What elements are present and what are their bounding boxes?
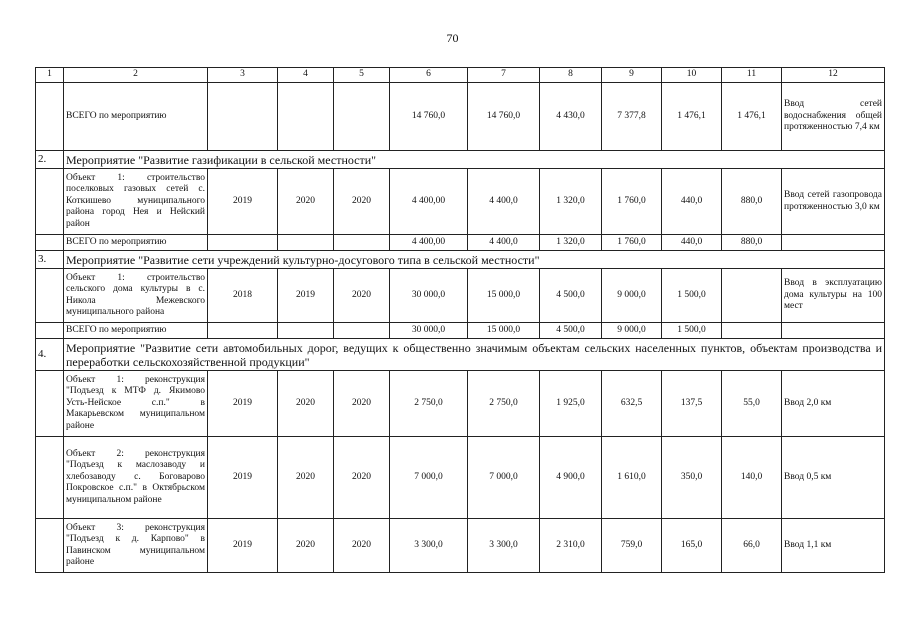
cell: 1 760,0	[602, 169, 662, 235]
col-header: 2	[64, 68, 208, 83]
col-header: 7	[468, 68, 540, 83]
result-note: Ввод 0,5 км	[782, 437, 885, 519]
table-row-total	[36, 323, 885, 339]
cell: 7 000,0	[390, 437, 468, 519]
cell: 1 760,0	[602, 235, 662, 251]
cell: 140,0	[722, 437, 782, 519]
cell: 4 400,0	[468, 169, 540, 235]
result-note: Ввод сетей газопровода протяженностью 3,0 км	[782, 169, 885, 235]
cell: 2020	[334, 437, 390, 519]
cell: 4 400,0	[468, 235, 540, 251]
cell: 4 430,0	[540, 83, 602, 151]
col-header: 3	[208, 68, 278, 83]
result-note: Ввод 1,1 км	[782, 519, 885, 573]
cell: 2020	[334, 371, 390, 437]
cell: 1 320,0	[540, 235, 602, 251]
cell: 1 320,0	[540, 169, 602, 235]
cell: 2 750,0	[468, 371, 540, 437]
col-header: 11	[722, 68, 782, 83]
cell: 4 900,0	[540, 437, 602, 519]
cell: 2018	[208, 269, 278, 323]
col-header: 9	[602, 68, 662, 83]
cell: 2019	[208, 519, 278, 573]
cell: 165,0	[662, 519, 722, 573]
col-header: 5	[334, 68, 390, 83]
cell: 55,0	[722, 371, 782, 437]
cell	[722, 269, 782, 323]
cell: 1 476,1	[722, 83, 782, 151]
cell: 2019	[208, 437, 278, 519]
col-header: 8	[540, 68, 602, 83]
section-row	[36, 151, 885, 169]
cell: 2020	[334, 519, 390, 573]
cell: 7 377,8	[602, 83, 662, 151]
cell: 14 760,0	[390, 83, 468, 151]
cell: 14 760,0	[468, 83, 540, 151]
table-row-total	[36, 83, 885, 151]
cell: 4 400,00	[390, 169, 468, 235]
cell: 880,0	[722, 235, 782, 251]
cell: 880,0	[722, 169, 782, 235]
cell: 2 310,0	[540, 519, 602, 573]
page-number: 70	[446, 31, 459, 45]
cell: 30 000,0	[390, 323, 468, 339]
table-row-object	[36, 519, 885, 573]
cell: 350,0	[662, 437, 722, 519]
object-label: Объект 3: реконструкция "Подъезд к д. Карпово" в Павинском муниципальном районе	[64, 519, 208, 573]
table-row-object	[36, 169, 885, 235]
cell: 4 400,00	[390, 235, 468, 251]
section-number: 3.	[36, 251, 64, 269]
cell: 440,0	[662, 235, 722, 251]
cell: 632,5	[602, 371, 662, 437]
cell: 440,0	[662, 169, 722, 235]
section-number: 2.	[36, 151, 64, 169]
result-note: Ввод в эксплуатацию дома культуры на 100 мест	[782, 269, 885, 323]
object-label: Объект 1: реконструкция "Подъезд к МТФ д. Якимово Усть-Нейское с.п." в Макарьевском муниципальном районе	[64, 371, 208, 437]
cell: 9 000,0	[602, 269, 662, 323]
cell: 4 500,0	[540, 323, 602, 339]
section-title: Мероприятие "Развитие сети автомобильных дорог, ведущих к общественно значимым объектам сельских населенных пунктов, объектам производства и переработки сельскохозяйственной продукции"	[64, 339, 885, 371]
col-header: 6	[390, 68, 468, 83]
object-label: Объект 2: реконструкция "Подъезд к маслозаводу и хлебозаводу с. Боговарово Покровское с.п." в Октябрьском муниципальном районе	[64, 437, 208, 519]
col-header: 12	[782, 68, 885, 83]
cell	[334, 83, 390, 151]
cell: 2 750,0	[390, 371, 468, 437]
cell: 7 000,0	[468, 437, 540, 519]
cell: 1 500,0	[662, 269, 722, 323]
program-table	[35, 67, 885, 573]
cell: 15 000,0	[468, 269, 540, 323]
result-note: Ввод сетей водоснабжения общей протяженностью 7,4 км	[782, 83, 885, 151]
object-label: Объект 1: строительство поселковых газовых сетей с. Коткишево муниципального района город Нея и Нейский район	[64, 169, 208, 235]
cell: 2019	[208, 169, 278, 235]
col-header: 1	[36, 68, 64, 83]
cell: 4 500,0	[540, 269, 602, 323]
cell: 3 300,0	[390, 519, 468, 573]
cell	[278, 83, 334, 151]
section-row	[36, 339, 885, 371]
cell: 3 300,0	[468, 519, 540, 573]
cell	[208, 83, 278, 151]
row-label: ВСЕГО по мероприятию	[64, 235, 208, 251]
cell: 2020	[334, 269, 390, 323]
section-number: 4.	[36, 339, 64, 371]
cell: 2020	[278, 169, 334, 235]
table-row-object	[36, 437, 885, 519]
cell: 2020	[334, 169, 390, 235]
col-header: 10	[662, 68, 722, 83]
row-label: ВСЕГО по мероприятию	[64, 83, 208, 151]
result-note: Ввод 2,0 км	[782, 371, 885, 437]
cell: 2019	[208, 371, 278, 437]
cell: 1 925,0	[540, 371, 602, 437]
cell: 1 476,1	[662, 83, 722, 151]
section-title: Мероприятие "Развитие сети учреждений культурно-досугового типа в сельской местности"	[64, 251, 885, 269]
object-label: Объект 1: строительство сельского дома культуры в с. Никола Межевского муниципального района	[64, 269, 208, 323]
cell: 30 000,0	[390, 269, 468, 323]
cell: 2020	[278, 519, 334, 573]
cell: 1 610,0	[602, 437, 662, 519]
col-header: 4	[278, 68, 334, 83]
cell: 759,0	[602, 519, 662, 573]
section-row	[36, 251, 885, 269]
section-title: Мероприятие "Развитие газификации в сельской местности"	[64, 151, 885, 169]
table-row-object	[36, 371, 885, 437]
table-row-total	[36, 235, 885, 251]
cell: 2020	[278, 371, 334, 437]
cell: 15 000,0	[468, 323, 540, 339]
header-row	[36, 68, 885, 83]
cell: 1 500,0	[662, 323, 722, 339]
cell: 137,5	[662, 371, 722, 437]
cell: 66,0	[722, 519, 782, 573]
cell: 9 000,0	[602, 323, 662, 339]
table-row-object	[36, 269, 885, 323]
cell: 2020	[278, 437, 334, 519]
row-label: ВСЕГО по мероприятию	[64, 323, 208, 339]
cell: 2019	[278, 269, 334, 323]
